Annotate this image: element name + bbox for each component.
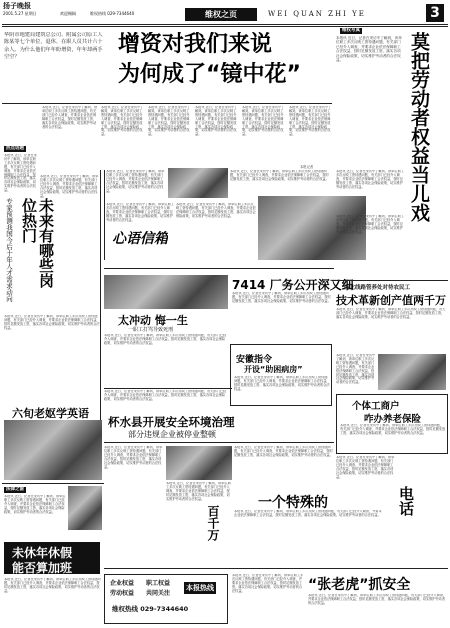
- law-text-2: 本报讯 近日，记者在采访中了解到，该单位职工多次反映工资待遇问题，有关部门已经介入调查，并要求企业依法保障职工合法权益，按时足额发放工资，落实各项社会保险政策，切实维护劳动者的合法权益。: [4, 578, 101, 593]
- right-column-text-2: 本报讯 近日，记者在采访中了解到，该单位职工多次反映工资待遇问题，有关部门已经介入调查，并要求企业依法保障职工合法权益，按时足额发放工资，落实各项社会保险政策，切实维护劳动者的合法权益。: [336, 215, 404, 234]
- right-column-text-4: 本报讯 近日，记者在采访中了解到，该单位职工多次反映工资待遇问题，有关部门已经介入调查，并要求企业依法保障职工合法权益，按时足额发放工资，落实各项社会保险政策，切实维护劳动者的合法权益。: [336, 354, 376, 385]
- center-text-1: 本报讯 近日，记者在采访中了解到，该单位职工多次反映工资待遇问题，有关部门已经介入调查，并要求企业依法保障职工合法权益，按时足额发放工资，落实各项社会保险政策，切实维护劳动者的合法权益。: [106, 170, 165, 193]
- page-number: 3: [426, 4, 444, 22]
- safety-text-2: 本报讯 近日，记者在采访中了解到，该单位职工多次反映工资待遇问题，有关部门已经介入调查，并要求企业依法保障职工合法权益，按时足额发放工资，落实各项社会保险政策，切实维护劳动者的合法权益。: [308, 594, 447, 605]
- ad-line-4: 共同关注: [146, 590, 171, 597]
- right-sub-headline-1: 西北线路管养处对待农民工: [344, 285, 411, 291]
- lead-intro: 华阴市地建局建筑总公司、附属公司原工人陈某等七个单位，退休、在职人员共计六十余人。为什么他们年年盼增资，年年却两手空空？: [4, 32, 103, 61]
- pension-text: 本报讯 近日，记者在采访中了解到，该单位职工多次反映工资待遇问题，有关部门已经介入调查，并要求企业依法保障职工合法权益，按时足额发放工资，落实各项社会保险政策，切实维护劳动者的合法权益。: [340, 424, 446, 435]
- center-bottom-text-3: 本报讯 近日，记者在采访中了解到，该单位职工多次反映工资待遇问题，有关部门已经介入调查，并要求企业依法保障职工合法权益，按时足额发放工资，落实各项社会保险政策，切实维护劳动者的合法权益。: [234, 446, 333, 457]
- center-bottom-text-1: 本报讯 近日，记者在采访中了解到，该单位职工多次反映工资待遇问题，有关部门已经介入调查，并要求企业依法保障职工合法权益，按时足额发放工资，落实各项社会保险政策，切实维护劳动者的合法权益。: [104, 446, 163, 469]
- lead-body-6: 本报讯 近日，记者在采访中了解到，该单位职工多次反映工资待遇问题，有关部门已经介入调查，并要求企业依法保障职工合法权益，按时足额发放工资，落实各项社会保险政策，切实维护劳动者的合法权益。: [289, 106, 332, 137]
- masthead: [0, 0, 450, 24]
- lead-body-3: 本报讯 近日，记者在采访中了解到，该单位职工多次反映工资待遇问题，有关部门已经介入调查，并要求企业依法保障职工合法权益，按时足额发放工资，落实各项社会保险政策，切实维护劳动者的合法权益。: [148, 106, 191, 137]
- left-column-tag: 热点话题: [6, 146, 24, 151]
- ad-hotline: 维权热线 029-7344640: [112, 605, 189, 613]
- masthead-hotline: 维权热线 029-7344640: [90, 11, 135, 16]
- photo-workers: [168, 168, 228, 198]
- anhui-text: 本报讯 近日，记者在采访中了解到，该单位职工多次反映工资待遇问题，有关部门已经介入调查，并要求企业依法保障职工合法权益，按时足额发放工资，落实各项社会保险政策，切实维护劳动者的合法权益。: [234, 376, 330, 391]
- masthead-links: 欢迎赐稿: [60, 11, 76, 16]
- lead-body-1: 本报讯 近日，记者在采访中了解到，该单位职工多次反映工资待遇问题，有关部门已经介入调查，并要求企业依法保障职工合法权益，按时足额发放工资，落实各项社会保险政策，切实维护劳动者的合法权益。: [42, 106, 98, 129]
- headline-safety: “张老虎”抓安全: [308, 577, 411, 593]
- impulse-text: 本报讯 近日，记者在采访中了解到，该单位职工多次反映工资待遇问题，有关部门已经介入调查，并要求企业依法保障职工合法权益，按时足额发放工资，落实各项社会保险政策，切实维护劳动者的合法权益。: [104, 334, 227, 345]
- law-tag: 法律之窗: [6, 487, 24, 492]
- law-text-1: 本报讯 近日，记者在采访中了解到，该单位职工多次反映工资待遇问题，有关部门已经介入调查，并要求企业依法保障职工合法权益，按时足额发放工资，落实各项社会保险政策，切实维护劳动者的合法权益。: [4, 495, 66, 514]
- center-bottom-text-4: 本报讯 近日，记者在采访中了解到，该单位职工多次反映工资待遇问题，有关部门已经介入调查，并要求企业依法保障职工合法权益，按时足额发放工资，落实各项社会保险政策，切实维护劳动者的合法权益。: [234, 510, 382, 517]
- left-sub-headline: 专家预测我国今后十年人才需求动向: [5, 198, 13, 302]
- photo-meeting: [166, 446, 232, 480]
- section-pinyin: WEI QUAN ZHI YE: [268, 10, 366, 18]
- center-text-6: 本报讯 近日，记者在采访中了解到，该单位职工多次反映工资待遇问题，有关部门已经介入调查，并要求企业依法保障职工合法权益，按时足额发放工资，落实各项社会保险政策，切实维护劳动者的合法权益。: [104, 390, 227, 401]
- headline-special: 一个特殊的: [258, 495, 328, 511]
- reporter-tag: 本报记者: [300, 165, 314, 169]
- right-vertical-headline: 莫把劳动者权益当儿戏: [408, 32, 430, 222]
- section-title: 维权之页: [185, 8, 257, 21]
- headline-special-2: 电话: [397, 486, 415, 516]
- lead-body-5: 本报讯 近日，记者在采访中了解到，该单位职工多次反映工资待遇问题，有关部门已经介入调查，并要求企业依法保障职工合法权益，按时足额发放工资，落实各项社会保险政策，切实维护劳动者的合法权益。: [242, 106, 285, 137]
- headline-county-sub: 部分违规企业被停业整顿: [128, 430, 216, 439]
- headline-baoxian: 个体工商户: [352, 401, 400, 412]
- headline-anhui-2: 开设“助困病房”: [244, 365, 303, 374]
- right-column-tag: 维权写真: [342, 28, 360, 33]
- right-column-text-3: 本报讯 近日，记者在采访中了解到，该单位职工多次反映工资待遇问题，有关部门已经介入调查，并要求企业依法保障职工合法权益，按时足额发放工资，落实各项社会保险政策，切实维护劳动者的合法权益。: [336, 308, 446, 319]
- ad-line-3: 劳动权益: [110, 590, 135, 597]
- date-line: 2001.5.27 星期日: [3, 11, 37, 16]
- headline-7414: 7414 厂务公开深又细: [232, 278, 354, 292]
- left-column-text-2: 本报讯 近日，记者在采访中了解到，该单位职工多次反映工资待遇问题，有关部门已经介入调查，并要求企业依法保障职工合法权益，按时足额发放工资，落实各项社会保险政策，切实维护劳动者的合法权益。: [40, 175, 99, 198]
- headline-impulse: 太冲动 悔一生: [118, 314, 188, 327]
- left-vertical-headline: 未来有哪些岗位热门: [20, 198, 55, 288]
- headline-impulse-sub: 一职工打骂导致死刑: [128, 327, 174, 333]
- right-sub-headline-2: 技术革新创产值两千万: [336, 294, 446, 307]
- center-text-3: 本报讯 近日，记者在采访中了解到，该单位职工多次反映工资待遇问题，有关部门已经介入调查，并要求企业依法保障职工合法权益，按时足额发放工资，落实各项社会保险政策，切实维护劳动者的合法权益。: [106, 203, 174, 222]
- lead-body-2: 本报讯 近日，记者在采访中了解到，该单位职工多次反映工资待遇问题，有关部门已经介入调查，并要求企业依法保障职工合法权益，按时足额发放工资，落实各项社会保险政策，切实维护劳动者的合法权益。: [101, 106, 144, 137]
- lead-headline-2: 为何成了“镜中花”: [118, 62, 301, 87]
- headline-plant: 百千万: [206, 505, 220, 541]
- headline-county: 杯水县开展安全环境治理: [108, 415, 235, 429]
- ad-line-5: 本报热线: [186, 584, 214, 592]
- center-text-4: 本报讯 近日，记者在采访中了解到，该单位职工多次反映工资待遇问题，有关部门已经介入调查，并要求企业依法保障职工合法权益，按时足额发放工资，落实各项社会保险政策，切实维护劳动者的合法权益。: [176, 203, 256, 218]
- left-column-text-1: 本报讯 近日，记者在采访中了解到，该单位职工多次反映工资待遇问题，有关部门已经介入调查，并要求企业依法保障职工合法权益，按时足额发放工资，落实各项社会保险政策，切实维护劳动者的合法权益。: [4, 154, 37, 193]
- left-bottom-headline: 六旬老妪学英语: [12, 407, 89, 420]
- right-bottom-text: 本报讯 近日，记者在采访中了解到，该单位职工多次反映工资待遇问题，有关部门已经介入调查，并要求企业依法保障职工合法权益，按时足额发放工资，落实各项社会保险政策，切实维护劳动者的合法权益。: [336, 456, 395, 479]
- photo-worker-right: [378, 354, 446, 390]
- photo-group: [104, 275, 228, 309]
- headline-baoxian-2: 咋办养老保险: [364, 414, 422, 425]
- text-7414: 本报讯 近日，记者在采访中了解到，该单位职工多次反映工资待遇问题，有关部门已经介入调查，并要求企业依法保障职工合法权益，按时足额发放工资，落实各项社会保险政策，切实维护劳动者的合法权益。: [232, 292, 331, 303]
- ad-line-2: 职工权益: [146, 580, 171, 587]
- safety-text-1: 本报讯 近日，记者在采访中了解到，该单位职工多次反映工资待遇问题，有关部门已经介入调查，并要求企业依法保障职工合法权益，按时足额发放工资，落实各项社会保险政策，切实维护劳动者的合法权益。: [232, 574, 304, 593]
- photo-law: [68, 486, 102, 530]
- column-title-xinyu: 心语信箱: [112, 231, 168, 247]
- lead-body-4: 本报讯 近日，记者在采访中了解到，该单位职工多次反映工资待遇问题，有关部门已经介入调查，并要求企业依法保障职工合法权益，按时足额发放工资，落实各项社会保险政策，切实维护劳动者的合法权益。: [195, 106, 238, 137]
- law-headline: 未休年休假: [12, 546, 73, 560]
- left-column-text-3: 本报讯 近日，记者在采访中了解到，该单位职工多次反映工资待遇问题，有关部门已经介入调查，并要求企业依法保障职工合法权益，按时足额发放工资，落实各项社会保险政策，切实维护劳动者的合法权益。: [4, 315, 100, 330]
- center-text-2: 本报讯 近日，记者在采访中了解到，该单位职工多次反映工资待遇问题，有关部门已经介入调查，并要求企业依法保障职工合法权益，按时足额发放工资，落实各项社会保险政策，切实维护劳动者的合法权益。: [230, 170, 329, 181]
- right-column-text-1: 本报讯 近日，记者在采访中了解到，该单位职工多次反映工资待遇问题，有关部门已经介入调查，并要求企业依法保障职工合法权益，按时足额发放工资，落实各项社会保险政策，切实维护劳动者的合法权益。: [336, 36, 402, 63]
- photo-elderly: [4, 420, 102, 480]
- paper-name: 扬子晚报: [3, 2, 31, 10]
- lead-headline-1: 增资对我们来说: [118, 32, 273, 57]
- center-bottom-text-2: 本报讯 近日，记者在采访中了解到，该单位职工多次反映工资待遇问题，有关部门已经介入调查，并要求企业依法保障职工合法权益，按时足额发放工资，落实各项社会保险政策，切实维护劳动者的合法权益。: [166, 482, 231, 501]
- law-headline-2: 能否算加班: [12, 561, 73, 575]
- ad-line-1: 企业权益: [110, 580, 135, 587]
- center-text-5: 本报讯 近日，记者在采访中了解到，该单位职工多次反映工资待遇问题，有关部门已经介入调查，并要求企业依法保障职工合法权益，按时足额发放工资，落实各项社会保险政策，切实维护劳动者的合法权益。: [336, 170, 404, 189]
- headline-anhui: 安徽指令: [236, 355, 273, 365]
